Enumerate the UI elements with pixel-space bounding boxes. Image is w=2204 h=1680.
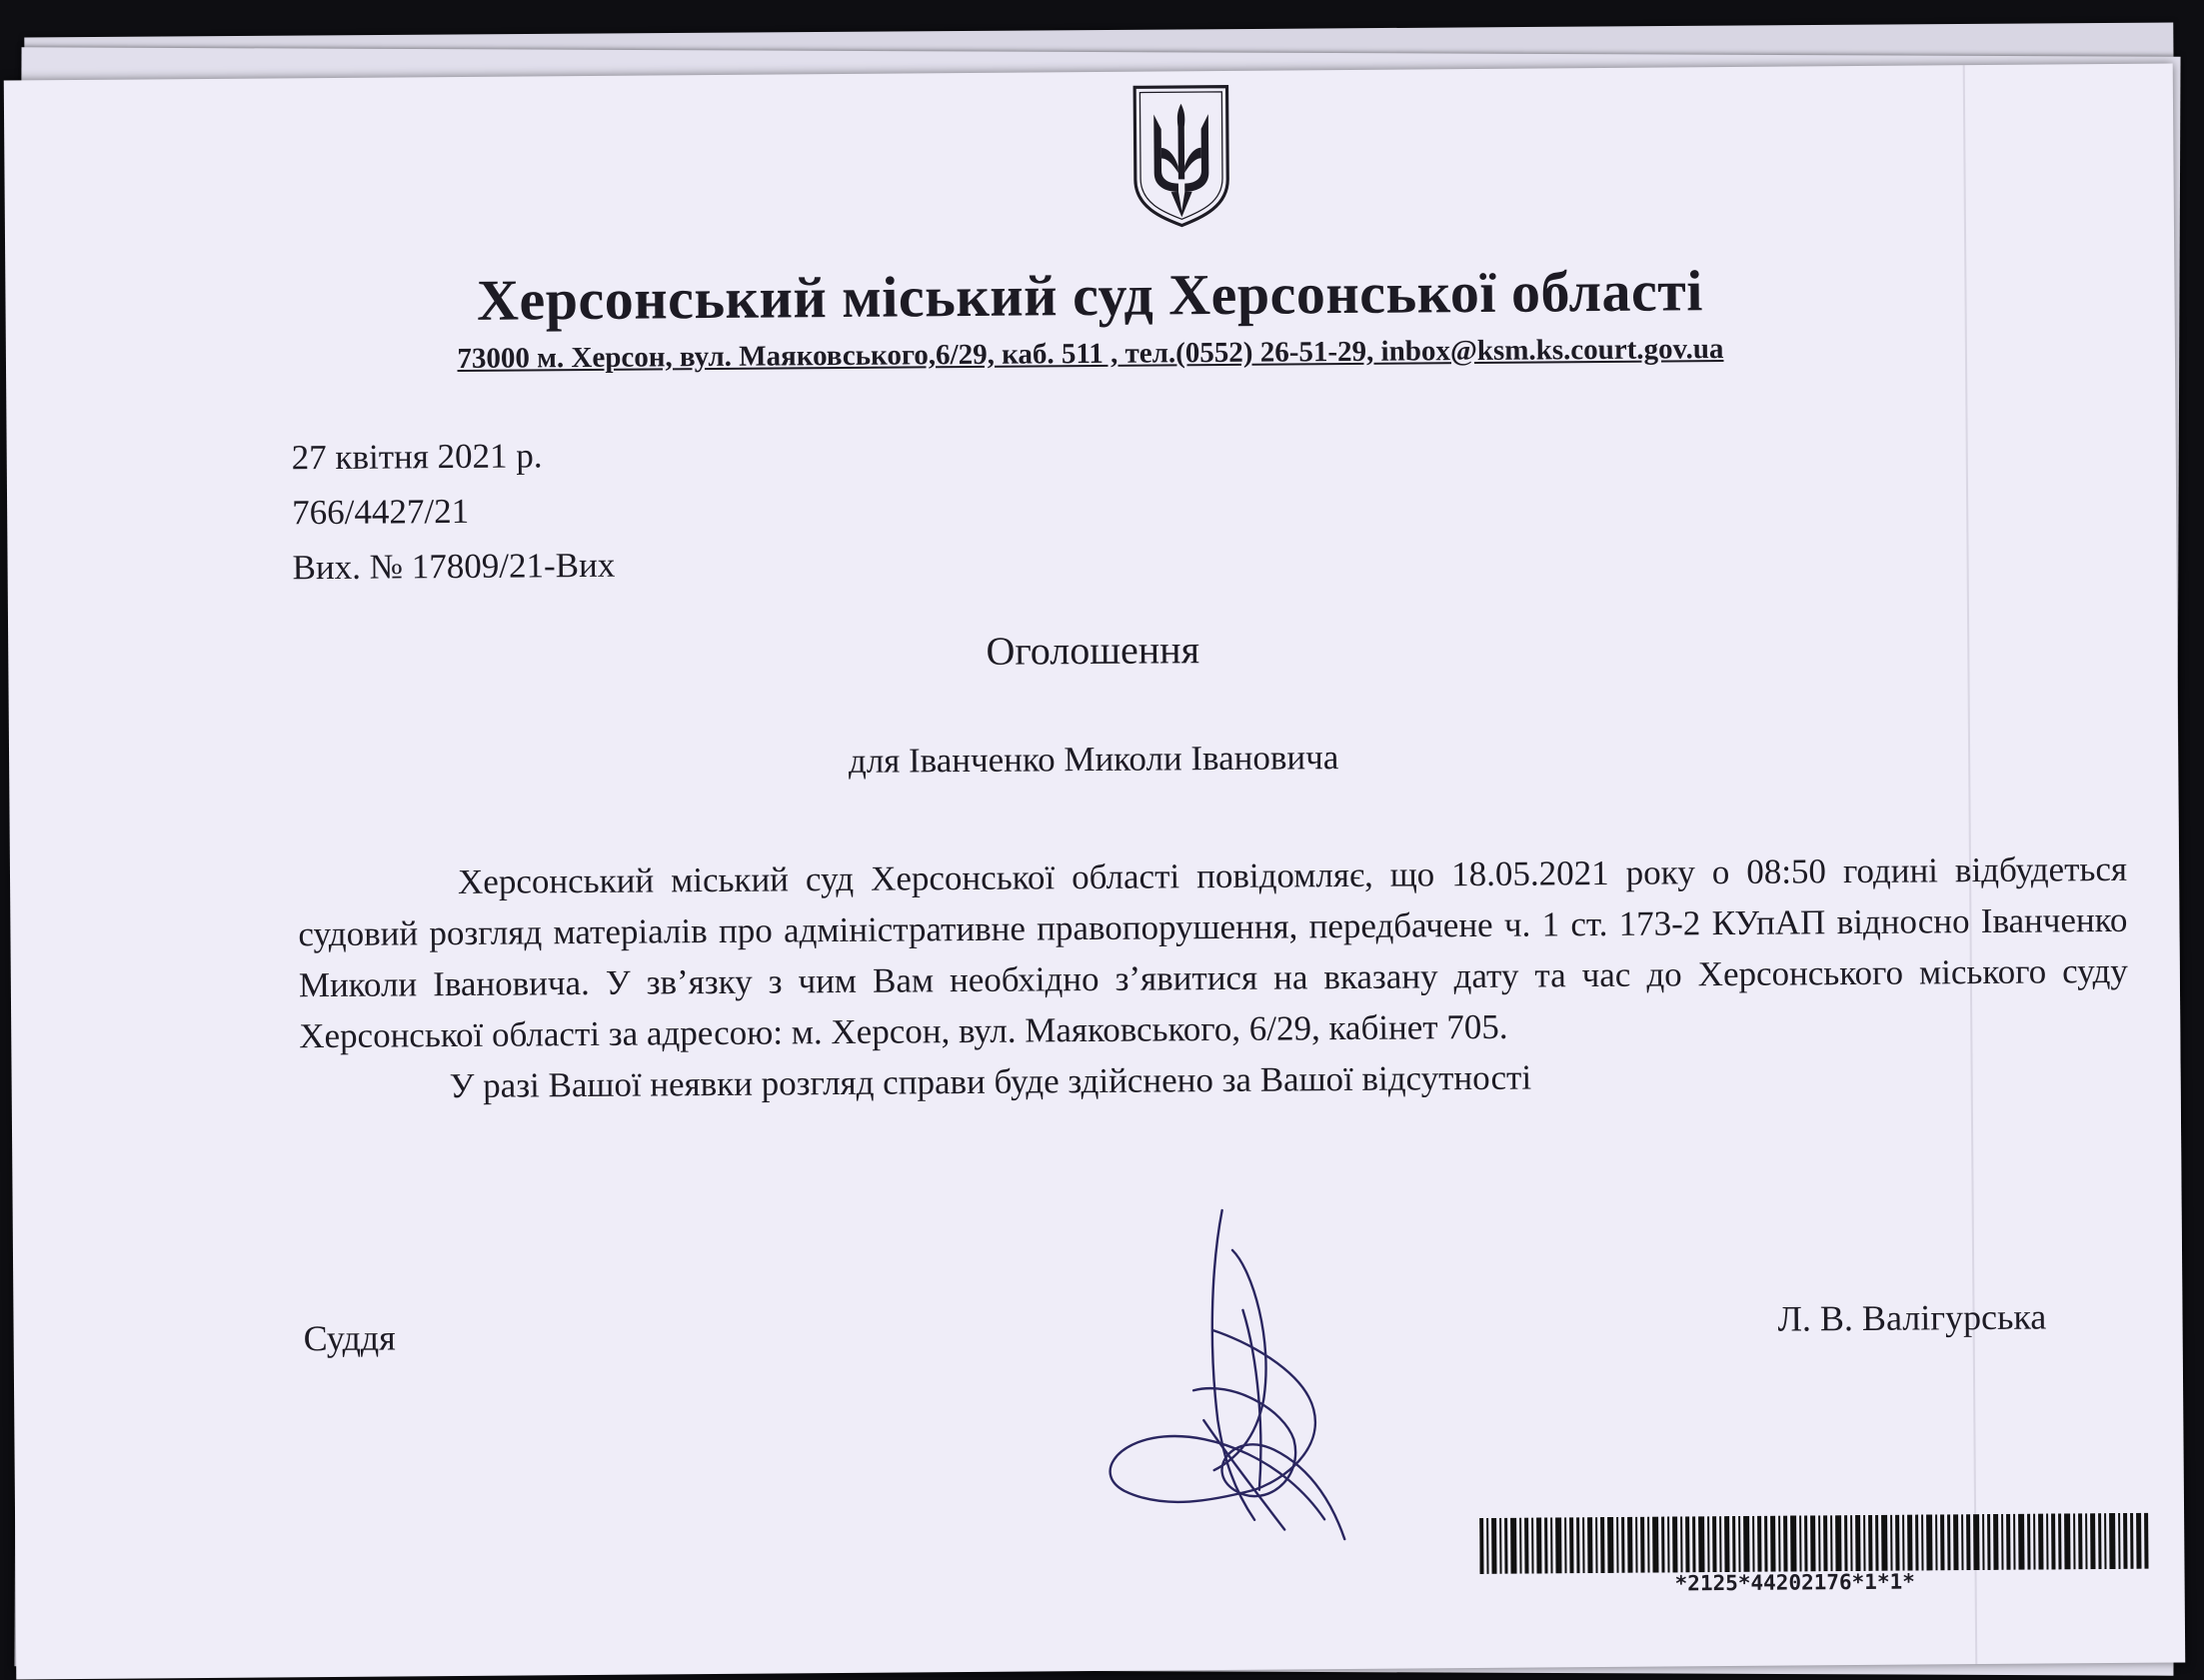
court-name: Херсонський міський суд Херсонської області bbox=[476, 258, 1704, 333]
judge-name: Л. В. Валігурська bbox=[1777, 1296, 2047, 1339]
addressee: для Іванченко Миколи Івановича bbox=[848, 738, 1339, 781]
ukraine-trident-coat-of-arms-icon bbox=[1128, 81, 1234, 232]
document-page bbox=[4, 64, 2185, 1680]
main-paragraph: Херсонський міський суд Херсонської області повідомляє, що 18.05.2021 року о 08:50 годині відбудеться судовий розгляд матеріалів про адміністративне правопорушення, передбачене ч. 1 ст. 173-2 КУпАП відносно Іванченко Миколи Івановича. У зв’язку з чим Вам необхідно з’явитися на вказану дату та час до Херсонського міського суду Херсонської області за адресою: м. Херсон, вул. Маяковського, 6/29, кабінет 705. bbox=[298, 848, 2128, 1056]
court-address: 73000 м. Херсон, вул. Маяковського,6/29, каб. 511 , тел.(0552) 26-51-29, inbox@ksm.ks.court.gov.ua bbox=[457, 333, 1724, 375]
judge-role: Суддя bbox=[303, 1317, 396, 1359]
handwritten-signature bbox=[1083, 1189, 1385, 1561]
absence-notice: У разі Вашої неявки розгляд справи буде здійснено за Вашої відсутності bbox=[449, 1057, 1532, 1106]
document-meta bbox=[292, 428, 616, 596]
barcode-icon bbox=[1479, 1513, 2149, 1574]
barcode-text: *2125*44202176*1*1* bbox=[1674, 1569, 1915, 1596]
outgoing-number: Вих. № 17809/21-Вих bbox=[292, 545, 616, 588]
case-number: 766/4427/21 bbox=[292, 491, 470, 533]
document-body bbox=[298, 843, 2129, 1112]
document-date: 27 квітня 2021 р. bbox=[291, 436, 543, 478]
document-heading: Оголошення bbox=[986, 627, 1200, 674]
